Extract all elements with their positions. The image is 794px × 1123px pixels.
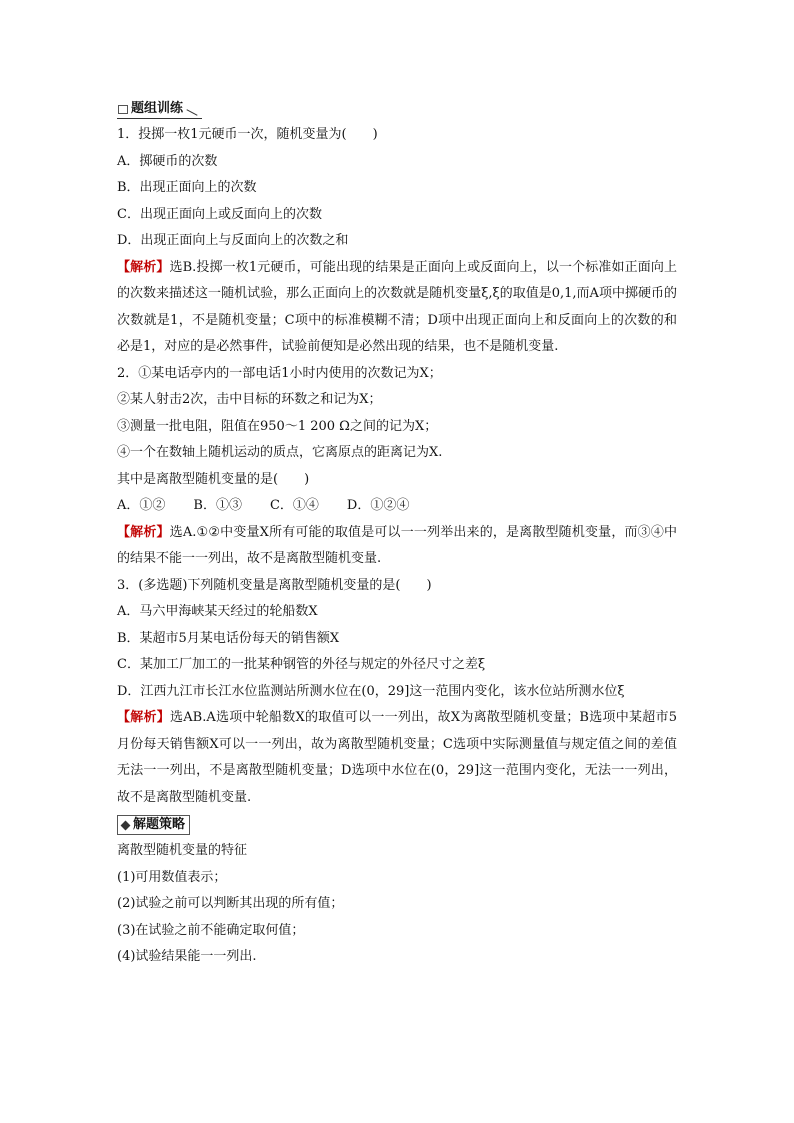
question-3 [117,573,677,812]
question-2-line-2: ②某人射击2次，击中目标的环数之和记为X； [117,392,382,407]
strategy-item-4: (4)试验结果能一一列出. [117,949,257,964]
analysis-label: 【解析】 [117,524,170,540]
analysis-label: 【解析】 [117,259,170,275]
strategy-item-2: (2)试验之前可以判断其出现的所有值； [117,896,344,911]
strategy-heading: 离散型随机变量的特征 [117,843,248,858]
question-2-option-c: C．①④ [269,498,319,513]
strategy-title: 解题策略 [133,817,186,832]
question-1-option-b: B．出现正面向上的次数 [117,180,257,195]
question-3-stem: 3．(多选题)下列随机变量是离散型随机变量的是( ) [117,577,432,593]
question-3-option-d: D．江西九江市长江水位监测站所测水位在(0，29]这一范围内变化，该水位站所测水位ξ [117,683,625,699]
square-icon [118,105,128,114]
question-2-line-3: ③测量一批电阻，阻值在950～1 200 Ω之间的记为X； [117,418,438,434]
question-3-option-c: C．某加工厂加工的一批某种钢管的外径与规定的外径尺寸之差ξ [117,657,486,672]
section-title: 题组训练 [131,101,184,116]
question-1-stem: 1．投掷一枚1元硬币一次，随机变量为( ) [117,127,378,142]
analysis-text: 选AB.A选项中轮船数X的取值可以一一列出，故X为离散型随机变量；B选项中某超市5月份每天销售额X可以一一列出，故为离散型随机变量；C选项中实际测量值与规定值之间的差值无法一一列出，不是离散型随机变量；D选项中水位在(0，29]这一范围内变化，无法一一列出，故不是离散型随机变量. [117,710,677,805]
question-2-line-1: 2．①某电话亭内的一部电话1小时内使用的次数记为X； [117,365,442,381]
question-1-analysis [117,255,677,361]
question-2-analysis [117,520,677,573]
question-2-options [117,493,677,520]
analysis-text: 选B.投掷一枚1元硬币，可能出现的结果是正面向上或反面向上，以一个标准如正面向上的次数来描述这一随机试验，那么正面向上的次数就是随机变量ξ,ξ的取值是0,1,而A项中掷硬币的次数就是1，不是随机变量；C项中的标准模糊不清；D项中出现正面向上和反面向上的次数的和必是1，对应的是必然事件，试验前便知是必然出现的结果，也不是随机变量. [117,259,677,354]
question-2-line-4: ④一个在数轴上随机运动的质点，它离原点的距离记为X. [117,445,443,460]
question-3-option-b: B．某超市5月某电话份每天的销售额X [117,630,340,646]
question-1-option-a: A．掷硬币的次数 [117,153,218,169]
slash-decoration-icon [186,109,197,116]
worksheet-page [117,96,677,971]
question-2-option-a: A．①② [117,498,166,513]
question-1 [117,122,677,361]
question-3-option-a: A．马六甲海峡某天经过的轮船数X [117,604,318,619]
strategy-section [117,838,677,971]
question-1-option-c: C．出现正面向上或反面向上的次数 [117,206,322,222]
analysis-label: 【解析】 [117,710,171,725]
question-2-line-5: 其中是离散型随机变量的是( ) [117,471,310,487]
question-2-option-b: B．①③ [193,498,242,513]
section-header [117,100,202,119]
question-2-option-d: D．①②④ [346,498,410,513]
diamond-icon [121,820,131,830]
strategy-item-1: (1)可用数值表示； [117,869,227,885]
analysis-text: 选A.①②中变量X所有可能的取值是可以一一列举出来的，是离散型随机变量，而③④中的结果不能一一列出，故不是离散型随机变量. [117,524,677,566]
strategy-header [117,815,190,835]
strategy-item-3: (3)在试验之前不能确定取何值； [117,922,305,938]
question-1-option-d: D．出现正面向上与反面向上的次数之和 [117,233,349,248]
question-2 [117,361,677,573]
question-3-analysis [117,705,677,811]
